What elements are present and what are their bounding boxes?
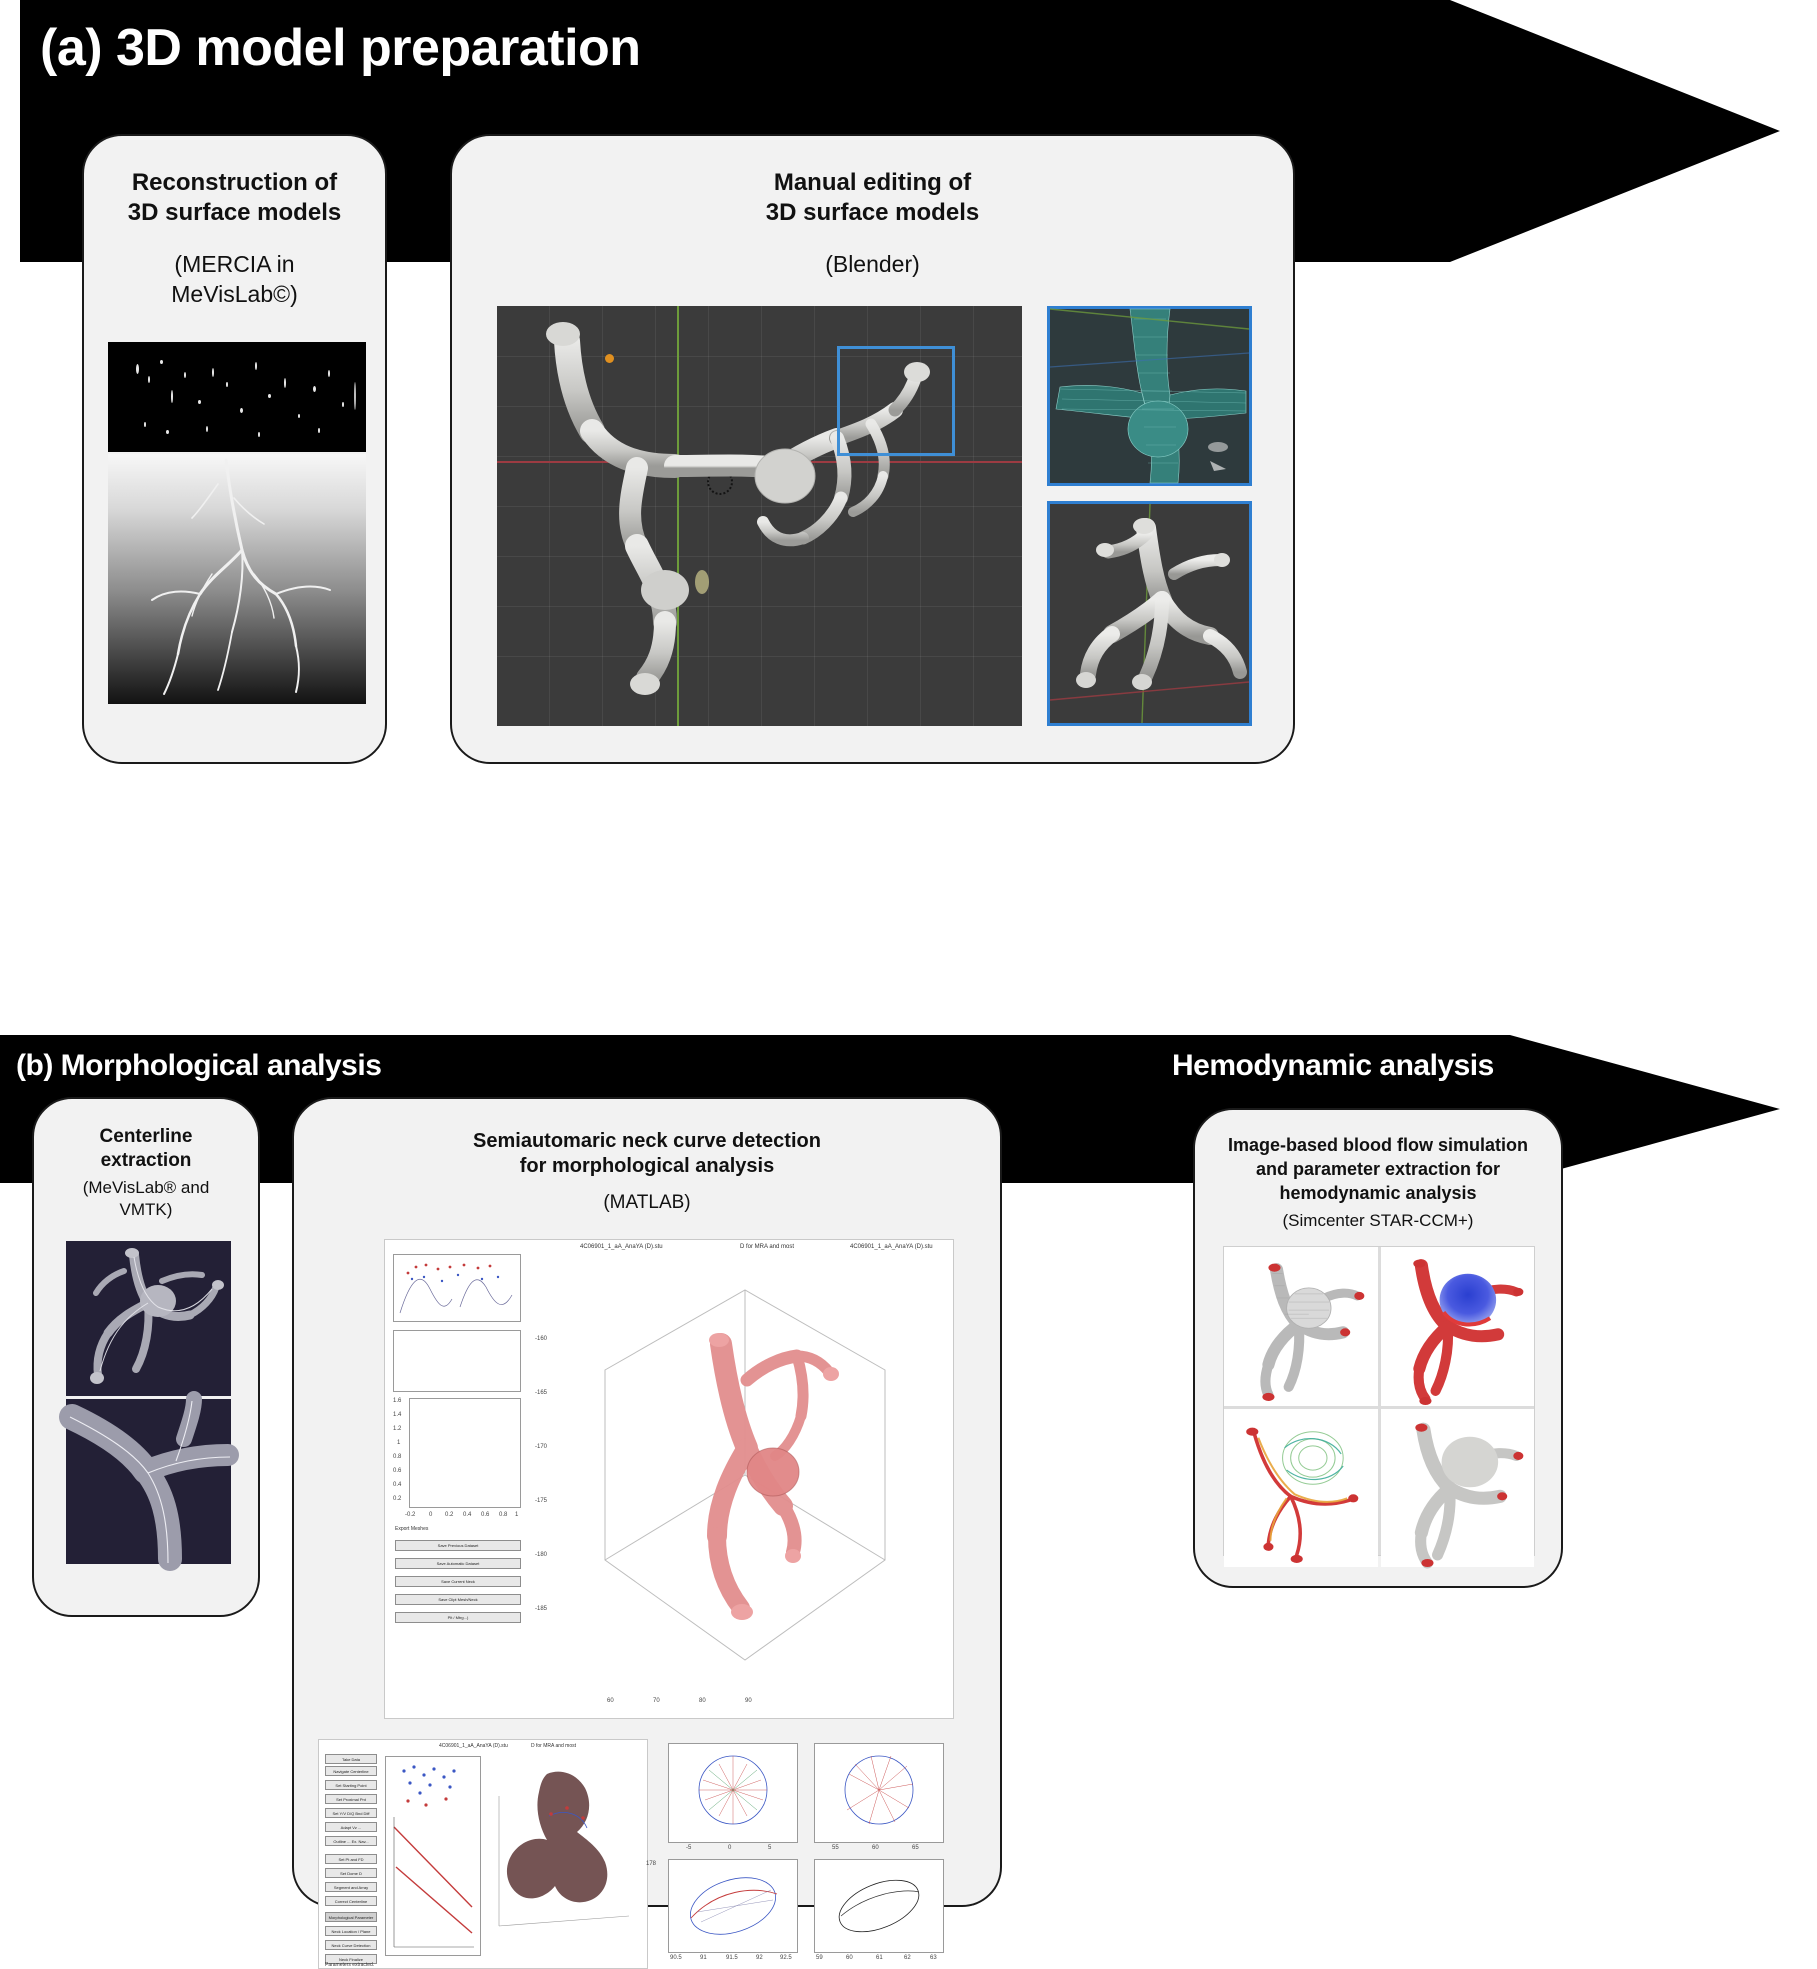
card-manual-editing-sub-line1: (Blender) xyxy=(825,251,920,277)
cs3-xtick-92.5: 92.5 xyxy=(780,1955,792,1961)
cs2-xtick-60: 60 xyxy=(872,1845,879,1851)
matlab-ytick-0.4: 0.4 xyxy=(393,1482,402,1488)
matlab-btn-save-current-neck[interactable]: Save Current Neck xyxy=(395,1576,521,1587)
matlab-export-label: Export Meshes xyxy=(395,1526,429,1532)
card-hemodynamics-sub-line1: (Simcenter STAR-CCM+) xyxy=(1282,1211,1474,1230)
cs1-xtick-5: 5 xyxy=(768,1845,772,1851)
matlab-xtick-0: 0 xyxy=(429,1512,433,1518)
card-manual-editing xyxy=(450,134,1295,764)
matlab-btn-morphological-parameter[interactable]: Morphological Parameter xyxy=(325,1912,377,1922)
matlab-ytick-0.8: 0.8 xyxy=(393,1454,402,1460)
matlab-lower-title-2: D for MRA and most xyxy=(531,1743,577,1749)
matlab-btn-save-clipt-mesh[interactable]: Save Clipt Mesh/Neck xyxy=(395,1594,521,1605)
cs3-xtick-92: 92 xyxy=(756,1955,763,1961)
matlab-3d-xtick-90: 90 xyxy=(745,1698,752,1704)
cross-section-plot-2[interactable] xyxy=(814,1743,944,1843)
matlab-btn-correct-centerline[interactable]: Correct Centerline xyxy=(325,1896,377,1906)
matlab-params-extracted-note: Parameters extracted. xyxy=(325,1962,375,1968)
card-hemodynamics xyxy=(1193,1108,1563,1588)
matlab-btn-save-automatic-dataset[interactable]: Save Automatic Dataset xyxy=(395,1558,521,1569)
matlab-ytick-1.6: 1.6 xyxy=(393,1398,402,1404)
matlab-window-title-1: 4C06901_1_aA_AnaYA (D).stu xyxy=(580,1244,663,1250)
mra-raw-slice xyxy=(108,342,366,452)
panel-a-title: (a) 3D model preparation xyxy=(40,19,641,77)
matlab-3d-xtick-80: 80 xyxy=(699,1698,706,1704)
cs3-xtick-91: 91 xyxy=(700,1955,707,1961)
card-centerline-sub-line2: VMTK) xyxy=(119,1200,173,1219)
card-reconstruction xyxy=(82,134,387,764)
matlab-ytick-1.2: 1.2 xyxy=(393,1426,402,1432)
card-manual-editing-title-line1: Manual editing of xyxy=(773,169,972,196)
matlab-btn-outline-nav[interactable]: Outline ... Ex. Nav... xyxy=(325,1836,377,1846)
matlab-xtick-1: 1 xyxy=(515,1512,519,1518)
matlab-window-title-3: 4C06901_1_aA_AnaYA (D).stu xyxy=(850,1244,933,1250)
matlab-ytick-1: 1 xyxy=(397,1440,401,1446)
panel-b-title-right: Hemodynamic analysis xyxy=(1172,1049,1494,1082)
card-centerline-title-line1: Centerline xyxy=(99,1126,193,1147)
centerline-overview xyxy=(66,1241,231,1396)
card-neck-curve-sub-line1: (MATLAB) xyxy=(603,1192,691,1213)
blender-selection-box[interactable] xyxy=(837,346,955,456)
card-centerline-sub-line1: (MeVisLab® and xyxy=(82,1178,210,1197)
cs3-xtick-91.5: 91.5 xyxy=(726,1955,738,1961)
matlab-xtick-0.6: 0.6 xyxy=(481,1512,490,1518)
matlab-xtick-0.4: 0.4 xyxy=(463,1512,472,1518)
cs1-xtick-0: 0 xyxy=(728,1845,732,1851)
smoothed-surface-closeup xyxy=(1047,501,1252,726)
cs2-xtick-65: 65 xyxy=(912,1845,919,1851)
card-centerline xyxy=(32,1097,260,1617)
volume-mesh xyxy=(1224,1247,1378,1406)
matlab-ytick-1.4: 1.4 xyxy=(393,1412,402,1418)
cs4-xtick-63: 63 xyxy=(930,1955,937,1961)
matlab-3d-xtick-70: 70 xyxy=(653,1698,660,1704)
matlab-btn-neck-location-plane[interactable]: Neck Location / Plane xyxy=(325,1926,377,1936)
matlab-btn-neck-finalize[interactable]: Neck Finalize xyxy=(325,1954,377,1964)
matlab-3d-ytick--165: -165 xyxy=(535,1390,548,1396)
matlab-gui-neck-detection[interactable] xyxy=(384,1239,954,1719)
matlab-btn-set-proximal-pnt[interactable]: Set Proximal Pnt xyxy=(325,1794,377,1804)
matlab-3d-view[interactable] xyxy=(545,1260,945,1700)
cs3-ytick-178: 178 xyxy=(646,1861,657,1867)
matlab-ytick-0.2: 0.2 xyxy=(393,1496,402,1502)
cs4-xtick-59: 59 xyxy=(816,1955,823,1961)
blender-viewport xyxy=(497,306,1022,726)
matlab-ytick-0.6: 0.6 xyxy=(393,1468,402,1474)
matlab-window-title-2: D for MRA and most xyxy=(740,1244,795,1250)
surface-model xyxy=(1381,1409,1535,1568)
matlab-btn-neck-curve-detection[interactable]: Neck Curve Detection xyxy=(325,1940,377,1950)
matlab-xtick-0.2: 0.2 xyxy=(445,1512,454,1518)
cs3-xtick-90.5: 90.5 xyxy=(670,1955,682,1961)
card-neck-curve xyxy=(292,1097,1002,1968)
banner-a-arrowhead xyxy=(1450,0,1780,262)
matlab-left-plot-3[interactable] xyxy=(409,1398,521,1508)
matlab-3d-ytick--175: -175 xyxy=(535,1498,548,1504)
matlab-3d-ytick--170: -170 xyxy=(535,1444,548,1450)
cs4-xtick-62: 62 xyxy=(904,1955,911,1961)
matlab-xtick--0.2: -0.2 xyxy=(405,1512,416,1518)
matlab-btn-set-bnd-diff[interactable]: Set Y/V D/Q Bnd Diff xyxy=(325,1808,377,1818)
matlab-3d-ytick--160: -160 xyxy=(535,1336,548,1342)
card-neck-curve-title-line1: Semiautomaric neck curve detection xyxy=(473,1130,821,1152)
matlab-3d-ytick--180: -180 xyxy=(535,1552,548,1558)
card-reconstruction-title-line2: 3D surface models xyxy=(127,199,342,226)
centerline-closeup xyxy=(66,1399,231,1564)
matlab-3d-xtick-60: 60 xyxy=(607,1698,614,1704)
matlab-btn-set-starting-point[interactable]: Set Starting Point xyxy=(325,1780,377,1790)
wall-shear-stress-map xyxy=(1381,1247,1535,1406)
matlab-3d-mesh-view[interactable] xyxy=(489,1756,641,1956)
matlab-topleft-plot[interactable] xyxy=(393,1254,521,1322)
matlab-scatter-with-lines[interactable] xyxy=(385,1756,481,1956)
card-manual-editing-title-line2: 3D surface models xyxy=(765,199,980,226)
mesh-wireframe-closeup xyxy=(1047,306,1252,486)
streamlines xyxy=(1224,1409,1378,1568)
matlab-btn-save-primitive-dataset[interactable]: Save Previous Dataset xyxy=(395,1540,521,1551)
cs1-xtick--5: -5 xyxy=(686,1845,692,1851)
cross-section-plot-1[interactable] xyxy=(668,1743,798,1843)
cs2-xtick-55: 55 xyxy=(832,1845,839,1851)
simulation-image-grid xyxy=(1223,1246,1535,1556)
cross-section-plot-3[interactable] xyxy=(668,1859,798,1953)
card-hemodynamics-title-line3: hemodynamic analysis xyxy=(1279,1183,1477,1203)
card-reconstruction-sub-line1: (MERCIA in xyxy=(174,251,295,277)
matlab-btn-take-data[interactable]: Take Data xyxy=(325,1754,377,1764)
cross-section-plot-4[interactable] xyxy=(814,1859,944,1953)
card-reconstruction-sub-line2: MeVisLab©) xyxy=(171,281,298,307)
mip-vessel-render xyxy=(108,454,366,704)
card-reconstruction-title-line1: Reconstruction of xyxy=(131,169,338,196)
matlab-xtick-0.8: 0.8 xyxy=(499,1512,508,1518)
card-centerline-title-line2: extraction xyxy=(100,1150,192,1171)
card-hemodynamics-title-line1: Image-based blood flow simulation xyxy=(1227,1135,1529,1155)
matlab-cross-section-plots[interactable] xyxy=(646,1739,954,1969)
matlab-btn-plt-mtrg[interactable]: Plt / Mtrg...) xyxy=(395,1612,521,1623)
matlab-gui-parameter-extraction[interactable] xyxy=(318,1739,648,1969)
panel-b-title-left: (b) Morphological analysis xyxy=(16,1049,382,1082)
card-neck-curve-title-line2: for morphological analysis xyxy=(519,1155,775,1177)
matlab-btn-set-pt-fd[interactable]: Set Pt and FD xyxy=(325,1854,377,1864)
matlab-left-plot-2[interactable] xyxy=(393,1330,521,1392)
matlab-btn-navigate-centerline[interactable]: Navigate Centerline xyxy=(325,1766,377,1776)
cs4-xtick-61: 61 xyxy=(876,1955,883,1961)
matlab-btn-adapt-vz[interactable]: Adapt Vz ... xyxy=(325,1822,377,1832)
cs4-xtick-60: 60 xyxy=(846,1955,853,1961)
matlab-3d-ytick--185: -185 xyxy=(535,1606,548,1612)
matlab-btn-segment-array[interactable]: Segment and Array xyxy=(325,1882,377,1892)
matlab-lower-title-1: 4C06901_1_aA_AnaYA (D).stu xyxy=(439,1743,508,1749)
matlab-btn-set-dome-d[interactable]: Set Dome D xyxy=(325,1868,377,1878)
card-hemodynamics-title-line2: and parameter extraction for xyxy=(1255,1159,1501,1179)
